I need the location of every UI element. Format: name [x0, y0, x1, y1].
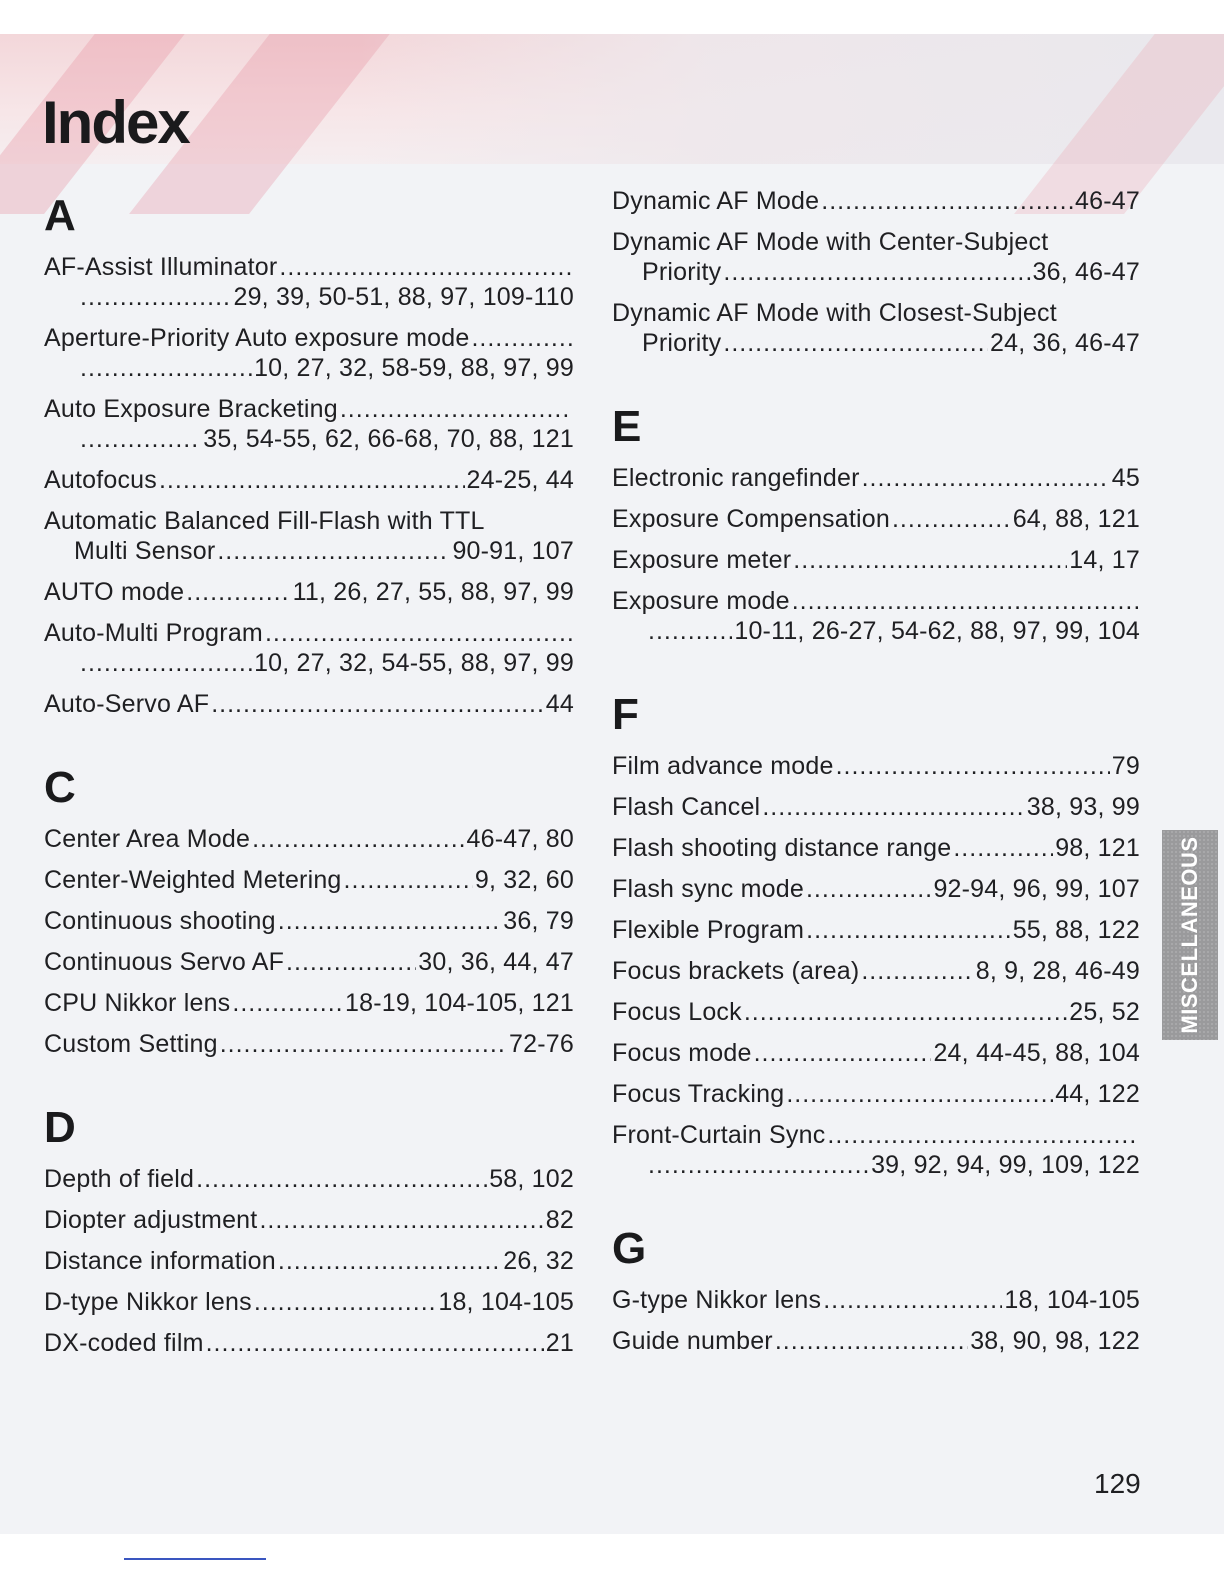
index-entry-line [612, 833, 1140, 863]
dot-leader [892, 504, 1011, 534]
section-letter: E [612, 402, 642, 451]
section-gap [612, 657, 1140, 693]
index-entry [44, 618, 574, 678]
section-gap [44, 1070, 574, 1106]
index-term: Autofocus [44, 466, 157, 494]
index-entry [612, 545, 1140, 575]
index-entry [612, 1326, 1140, 1356]
index-entry-line [44, 1205, 574, 1235]
index-term: Continuous shooting [44, 907, 276, 935]
index-term: Guide number [612, 1327, 773, 1355]
index-entry [612, 792, 1140, 822]
dot-leader [744, 997, 1067, 1027]
index-entry-line [612, 997, 1140, 1027]
page-references: 10-11, 26-27, 54-62, 88, 97, 99, 104 [734, 617, 1140, 645]
dot-leader [806, 915, 1011, 945]
footer-rule [124, 1558, 266, 1560]
page-references: 18, 104-105 [438, 1288, 574, 1316]
dot-leader [80, 424, 201, 454]
dot-leader [279, 252, 572, 282]
dot-leader [806, 874, 931, 904]
index-entry [44, 947, 574, 977]
section-tab [1162, 830, 1218, 1040]
index-entry-line [612, 328, 1140, 358]
index-term: AF-Assist Illuminator [44, 253, 278, 281]
page-references: 36, 79 [503, 907, 574, 935]
page-references: 64, 88, 121 [1012, 505, 1140, 533]
index-entry-line [44, 282, 574, 312]
index-entry [612, 463, 1140, 493]
dot-leader [278, 906, 502, 936]
section-gap [44, 730, 574, 766]
index-term: Depth of field [44, 1165, 195, 1193]
page-references: 29, 39, 50-51, 88, 97, 109-110 [233, 283, 574, 311]
page-references: 18-19, 104-105, 121 [345, 989, 574, 1017]
dot-leader [786, 1079, 1053, 1109]
index-entry [612, 504, 1140, 534]
index-entry [44, 465, 574, 495]
dot-leader [648, 616, 732, 646]
dot-leader [861, 956, 973, 986]
dot-leader [211, 689, 544, 719]
index-entry-line [612, 586, 1140, 616]
index-entry-line [44, 824, 574, 854]
page-references: 14, 17 [1069, 546, 1140, 574]
index-entry [612, 751, 1140, 781]
index-entry [44, 577, 574, 607]
index-term: Priority [642, 329, 722, 357]
page-references: 44 [545, 690, 574, 718]
dot-leader [648, 1150, 869, 1180]
page-references: 82 [545, 1206, 574, 1234]
index-term: D-type Nikkor lens [44, 1288, 252, 1316]
index-term: Exposure mode [612, 587, 790, 615]
dot-leader [792, 586, 1138, 616]
dot-leader [836, 751, 1110, 781]
page-references: 10, 27, 32, 54-55, 88, 97, 99 [254, 649, 574, 677]
index-term: Center Area Mode [44, 825, 251, 853]
page-references: 8, 9, 28, 46-49 [975, 957, 1140, 985]
index-entry [44, 988, 574, 1018]
index-term: DX-coded film [44, 1329, 204, 1357]
index-term: CPU Nikkor lens [44, 989, 231, 1017]
index-entry [612, 915, 1140, 945]
page-references: 79 [1111, 752, 1140, 780]
index-entry [44, 1205, 574, 1235]
index-entry [612, 186, 1140, 216]
index-entry-line [44, 618, 574, 648]
dot-leader [80, 648, 252, 678]
page-references: 46-47, 80 [466, 825, 574, 853]
page-references: 90-91, 107 [452, 537, 574, 565]
index-entry [612, 1120, 1140, 1180]
index-entry [612, 1038, 1140, 1068]
index-entry [44, 689, 574, 719]
index-entry [44, 906, 574, 936]
index-term: Distance information [44, 1247, 276, 1275]
index-entry-line [44, 1029, 574, 1059]
index-term: Priority [642, 258, 722, 286]
index-entry-line [44, 648, 574, 678]
index-term: Auto-Servo AF [44, 690, 210, 718]
page-title: Index [42, 89, 189, 156]
index-term: Dynamic AF Mode with Closest-Subject [612, 299, 1057, 327]
index-entry [44, 1287, 574, 1317]
index-entry-line [44, 1287, 574, 1317]
index-entry-line [612, 186, 1140, 216]
index-entry [44, 506, 574, 566]
page-references: 25, 52 [1069, 998, 1140, 1026]
index-term: Focus mode [612, 1039, 752, 1067]
dot-leader [723, 328, 988, 358]
index-entry [44, 1164, 574, 1194]
index-entry-line [612, 257, 1140, 287]
index-term: Flash Cancel [612, 793, 761, 821]
dot-leader [953, 833, 1053, 863]
index-entry-line [612, 463, 1140, 493]
index-entry [44, 865, 574, 895]
dot-leader [278, 1246, 501, 1276]
index-term: Flash sync mode [612, 875, 804, 903]
page-references: 18, 104-105 [1004, 1286, 1140, 1314]
index-term: Diopter adjustment [44, 1206, 258, 1234]
index-entry-line [612, 545, 1140, 575]
index-entry [44, 824, 574, 854]
index-entry-line [44, 988, 574, 1018]
manual-page [0, 34, 1224, 1534]
index-entry-line [612, 616, 1140, 646]
dot-leader [265, 618, 572, 648]
index-entry [44, 323, 574, 383]
page-references: 26, 32 [503, 1247, 574, 1275]
page-references: 45 [1111, 464, 1140, 492]
index-entry-line [612, 1326, 1140, 1356]
page-references: 58, 102 [489, 1165, 574, 1193]
index-term: Exposure meter [612, 546, 792, 574]
dot-leader [775, 1326, 968, 1356]
index-entry-line [44, 506, 574, 536]
dot-leader [254, 1287, 437, 1317]
index-term: Center-Weighted Metering [44, 866, 342, 894]
index-entry [612, 586, 1140, 646]
dot-leader [217, 536, 450, 566]
dot-leader [862, 463, 1110, 493]
page-references: 38, 93, 99 [1026, 793, 1140, 821]
index-entry-line [44, 1246, 574, 1276]
index-entry [44, 394, 574, 454]
index-term: Exposure Compensation [612, 505, 890, 533]
section-gap [612, 1191, 1140, 1227]
index-entry [612, 1285, 1140, 1315]
page-references: 10, 27, 32, 58-59, 88, 97, 99 [254, 354, 574, 382]
dot-leader [823, 1285, 1002, 1315]
index-entry-line [44, 865, 574, 895]
page-references: 72-76 [509, 1030, 574, 1058]
page-references: 92-94, 96, 99, 107 [933, 875, 1140, 903]
index-entry-line [612, 227, 1140, 257]
index-entry-line [44, 577, 574, 607]
section-tab-label: MISCELLANEOUS [1177, 836, 1202, 1034]
index-term: Focus Lock [612, 998, 742, 1026]
index-entry-line [44, 1164, 574, 1194]
index-term: Electronic rangefinder [612, 464, 860, 492]
dot-leader [471, 323, 572, 353]
index-entry-line [44, 353, 574, 383]
section-letter: A [44, 191, 76, 240]
section-letter: D [44, 1103, 76, 1152]
index-entry [612, 1079, 1140, 1109]
dot-leader [80, 282, 231, 312]
index-term: Focus brackets (area) [612, 957, 860, 985]
index-entry-line [612, 1150, 1140, 1180]
dot-leader [252, 824, 464, 854]
dot-leader [340, 394, 572, 424]
dot-leader [232, 988, 343, 1018]
index-entry [44, 1246, 574, 1276]
page-references: 39, 92, 94, 99, 109, 122 [871, 1151, 1140, 1179]
index-term: G-type Nikkor lens [612, 1286, 822, 1314]
dot-leader [344, 865, 473, 895]
page-references: 35, 54-55, 62, 66-68, 70, 88, 121 [203, 425, 574, 453]
page-references: 98, 121 [1055, 834, 1140, 862]
page-references: 46-47 [1075, 187, 1140, 215]
index-entry-line [612, 751, 1140, 781]
page-references: 24-25, 44 [466, 466, 574, 494]
index-entry [612, 874, 1140, 904]
index-entry-line [44, 465, 574, 495]
index-entry [612, 227, 1140, 287]
index-entry-line [612, 1285, 1140, 1315]
index-entry-line [44, 906, 574, 936]
index-entry [612, 298, 1140, 358]
index-column-left [44, 191, 574, 1369]
index-term: Flexible Program [612, 916, 805, 944]
index-term: Dynamic AF Mode [612, 187, 820, 215]
section-letter: C [44, 763, 76, 812]
index-term: Continuous Servo AF [44, 948, 285, 976]
index-entry [44, 252, 574, 312]
page-references: 24, 44-45, 88, 104 [933, 1039, 1140, 1067]
dot-leader [793, 545, 1067, 575]
dot-leader [206, 1328, 544, 1358]
section-letter: G [612, 1224, 647, 1273]
dot-leader [186, 577, 290, 607]
section-letter: F [612, 690, 639, 739]
index-term: Film advance mode [612, 752, 834, 780]
index-entry-line [612, 298, 1140, 328]
index-entry-line [44, 1328, 574, 1358]
dot-leader [821, 186, 1073, 216]
index-term: Auto Exposure Bracketing [44, 395, 338, 423]
dot-leader [159, 465, 465, 495]
index-entry [44, 1328, 574, 1358]
index-entry-line [44, 323, 574, 353]
page-references: 21 [545, 1329, 574, 1357]
dot-leader [220, 1029, 507, 1059]
index-entry-line [44, 252, 574, 282]
index-entry-line [612, 1079, 1140, 1109]
index-entry-line [612, 874, 1140, 904]
index-entry-line [612, 956, 1140, 986]
index-term: Custom Setting [44, 1030, 218, 1058]
page-references: 9, 32, 60 [474, 866, 574, 894]
dot-leader [754, 1038, 932, 1068]
dot-leader [196, 1164, 487, 1194]
index-term: Flash shooting distance range [612, 834, 952, 862]
index-entry [612, 997, 1140, 1027]
index-entry-line [44, 394, 574, 424]
index-entry-line [44, 536, 574, 566]
index-entry [612, 833, 1140, 863]
index-entry [44, 1029, 574, 1059]
index-term: Auto-Multi Program [44, 619, 263, 647]
index-term: Aperture-Priority Auto exposure mode [44, 324, 470, 352]
page-references: 55, 88, 122 [1012, 916, 1140, 944]
dot-leader [723, 257, 1030, 287]
dot-leader [80, 353, 252, 383]
dot-leader [259, 1205, 543, 1235]
section-gap [612, 369, 1140, 405]
index-entry-line [44, 689, 574, 719]
page-references: 38, 90, 98, 122 [970, 1327, 1140, 1355]
dot-leader [286, 947, 416, 977]
page-references: 30, 36, 44, 47 [418, 948, 574, 976]
index-entry-line [612, 1038, 1140, 1068]
index-entry-line [612, 1120, 1140, 1150]
index-entry-line [44, 947, 574, 977]
page-references: 36, 46-47 [1032, 258, 1140, 286]
index-term: Multi Sensor [74, 537, 216, 565]
index-term: Automatic Balanced Fill-Flash with TTL [44, 507, 485, 535]
index-entry [612, 956, 1140, 986]
dot-leader [827, 1120, 1138, 1150]
index-entry-line [612, 915, 1140, 945]
page-references: 44, 122 [1055, 1080, 1140, 1108]
page-references: 11, 26, 27, 55, 88, 97, 99 [292, 578, 574, 606]
dot-leader [762, 792, 1024, 822]
index-entry-line [612, 504, 1140, 534]
page-number: 129 [1094, 1468, 1141, 1499]
index-entry-line [612, 792, 1140, 822]
index-column-right [612, 186, 1140, 1367]
page-references: 24, 36, 46-47 [990, 329, 1140, 357]
index-entry-line [44, 424, 574, 454]
index-term: Focus Tracking [612, 1080, 785, 1108]
index-term: Front-Curtain Sync [612, 1121, 826, 1149]
index-term: Dynamic AF Mode with Center-Subject [612, 228, 1049, 256]
index-term: AUTO mode [44, 578, 185, 606]
